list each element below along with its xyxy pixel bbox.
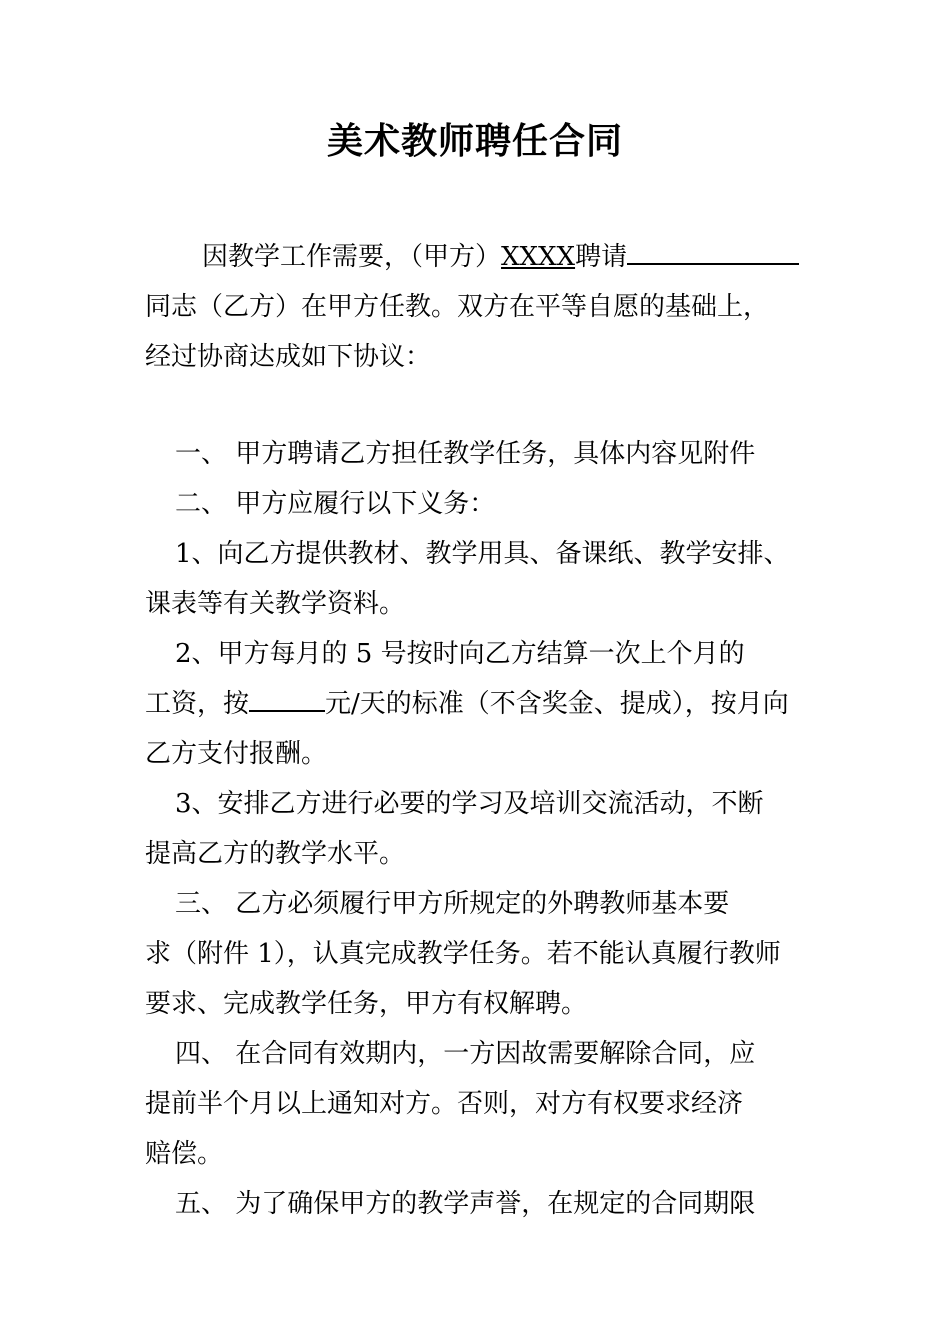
intro-text: 因教学工作需要，（甲方） xyxy=(202,242,502,272)
clause-2-item-3: 3、安排乙方进行必要的学习及培训交流活动，不断 xyxy=(175,789,764,819)
clause-3-cont: 求（附件 1），认真完成教学任务。若不能认真履行教师 xyxy=(145,939,781,969)
clause-4-cont2: 赔偿。 xyxy=(145,1139,224,1169)
party-a-name: XXXX xyxy=(501,242,576,272)
teacher-name-blank xyxy=(627,237,799,265)
clause-4-cont: 提前半个月以上通知对方。否则，对方有权要求经济 xyxy=(145,1089,744,1119)
text: 工资，按 xyxy=(145,689,250,719)
intro-line-3: 经过协商达成如下协议： xyxy=(145,342,432,372)
clause-3: 三、 乙方必须履行甲方所规定的外聘教师基本要 xyxy=(175,889,730,919)
clause-2-item-3-cont: 提高乙方的教学水平。 xyxy=(145,839,406,869)
clause-3-cont2: 要求、完成教学任务，甲方有权解聘。 xyxy=(145,989,588,1019)
intro-line-2: 同志（乙方）在甲方任教。双方在平等自愿的基础上， xyxy=(145,292,770,322)
clause-2-item-2: 2、甲方每月的 5 号按时向乙方结算一次上个月的 xyxy=(175,639,745,669)
clause-2-item-2-cont2: 乙方支付报酬。 xyxy=(145,739,328,769)
daily-rate-blank xyxy=(249,684,325,712)
clause-2-item-1: 1、向乙方提供教材、教学用具、备课纸、教学安排、 xyxy=(175,539,790,569)
text: 元/天的标准（不含奖金、提成），按月向 xyxy=(325,689,789,719)
clause-1: 一、 甲方聘请乙方担任教学任务，具体内容见附件 xyxy=(175,439,756,469)
clause-2-item-1-cont: 课表等有关教学资料。 xyxy=(145,589,406,619)
clause-4: 四、 在合同有效期内，一方因故需要解除合同，应 xyxy=(175,1039,756,1069)
clause-2-item-2-cont xyxy=(145,684,810,724)
clause-2: 二、 甲方应履行以下义务： xyxy=(175,489,496,519)
clause-5: 五、 为了确保甲方的教学声誉，在规定的合同期限 xyxy=(175,1189,756,1219)
intro-line-1 xyxy=(202,237,867,277)
document-title: 美术教师聘任合同 xyxy=(326,121,623,162)
intro-text: 聘请 xyxy=(575,242,628,272)
